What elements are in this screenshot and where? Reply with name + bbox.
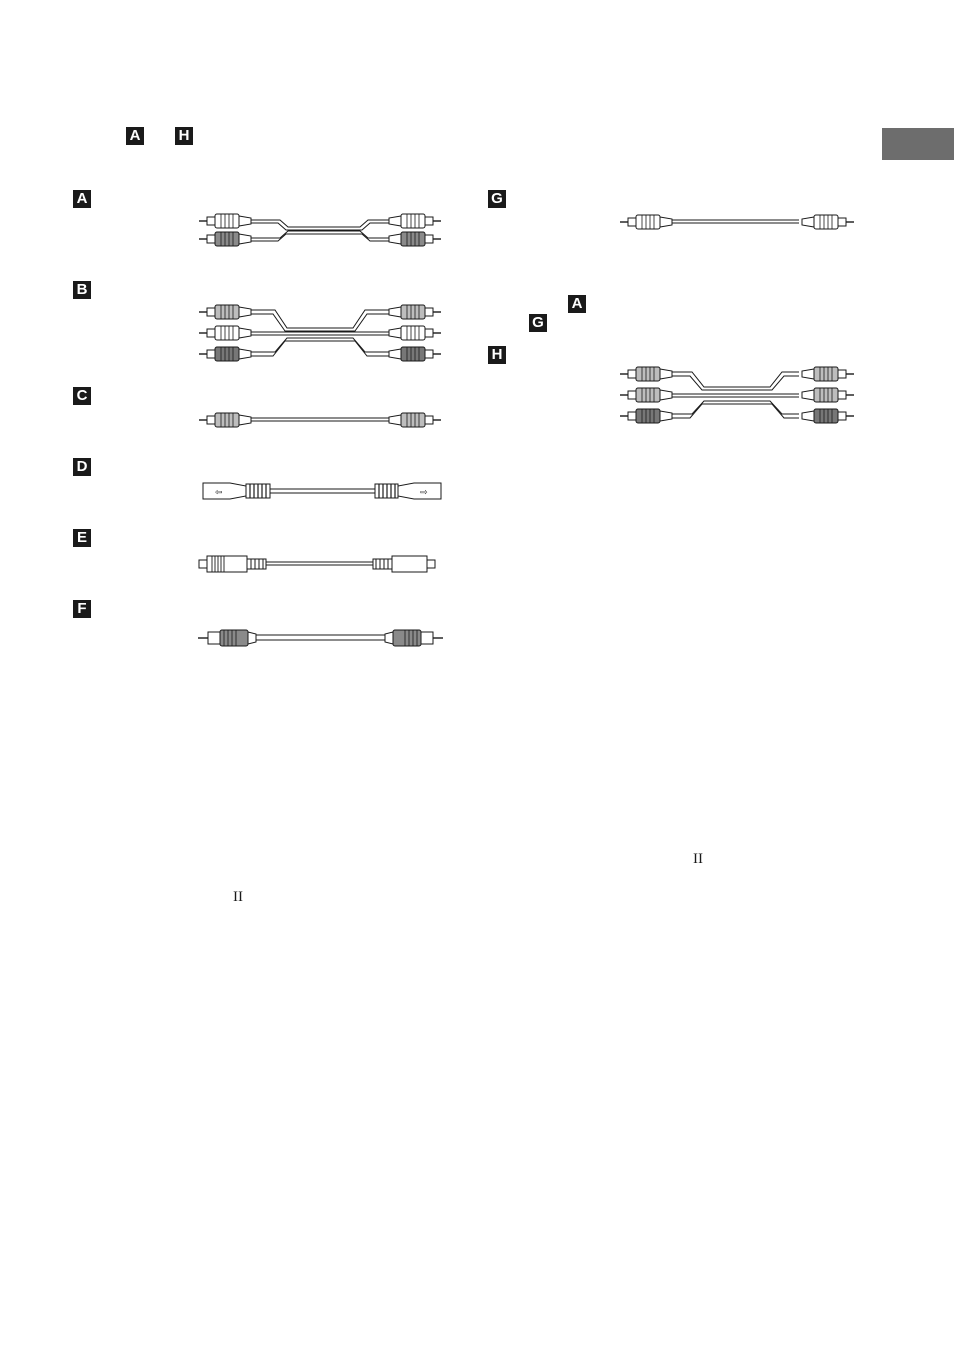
note-ref-a: A: [568, 295, 586, 313]
cable-d-s-video: [200, 478, 445, 504]
cable-e-optical: [198, 552, 443, 576]
cable-f-coaxial: [198, 626, 443, 650]
section-tab: [882, 128, 954, 160]
note-ref-g: G: [529, 314, 547, 332]
header-badge-a: A: [126, 127, 144, 145]
cable-c-video: [195, 408, 445, 432]
label-f: F: [73, 600, 91, 618]
roman-numeral-right: II: [693, 851, 703, 867]
roman-numeral-left: II: [233, 889, 243, 905]
cable-b-av-3plug: [195, 300, 445, 372]
label-a: A: [73, 190, 91, 208]
label-h: H: [488, 346, 506, 364]
svg-text:⇨: ⇨: [420, 488, 428, 498]
cable-g-single-rca: [612, 210, 862, 234]
label-d: D: [73, 458, 91, 476]
svg-text:⇦: ⇦: [215, 488, 223, 498]
cable-a-stereo-audio: [195, 210, 445, 254]
label-g: G: [488, 190, 506, 208]
header-badge-h: H: [175, 127, 193, 145]
label-b: B: [73, 281, 91, 299]
label-c: C: [73, 387, 91, 405]
label-e: E: [73, 529, 91, 547]
cable-h-component: [612, 362, 862, 434]
